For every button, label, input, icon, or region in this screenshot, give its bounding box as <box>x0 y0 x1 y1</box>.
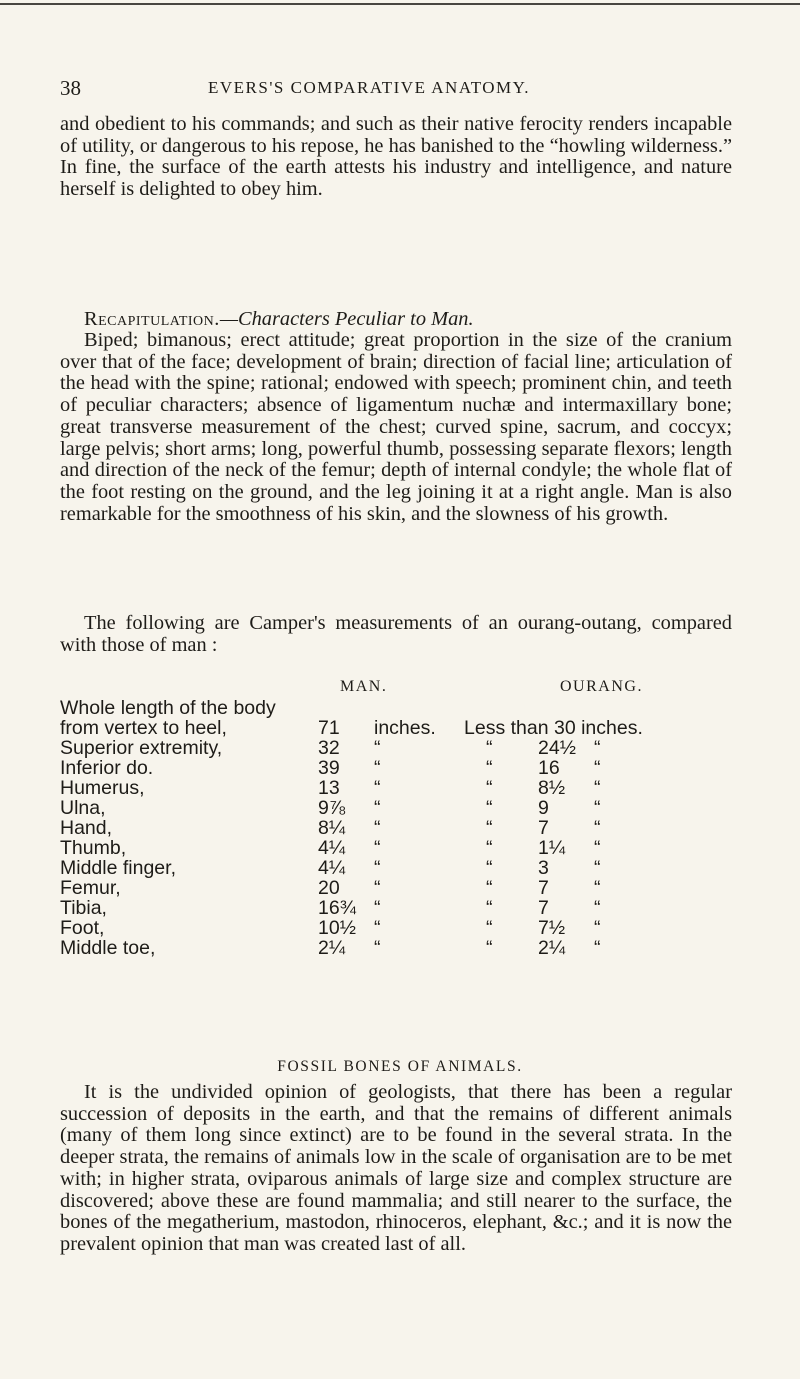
table-row <box>60 918 654 938</box>
row-label: Femur, <box>60 877 121 899</box>
table-row <box>60 738 654 758</box>
ourang-prefix: “ <box>486 917 493 939</box>
ourang-value: 7 <box>538 877 549 899</box>
table-row <box>60 898 654 918</box>
table-row <box>60 818 654 838</box>
man-unit: “ <box>374 757 381 779</box>
ourang-unit: “ <box>594 757 601 779</box>
ourang-unit: “ <box>594 817 601 839</box>
ourang-unit: “ <box>594 897 601 919</box>
page-number: 38 <box>60 76 81 100</box>
man-unit: “ <box>374 737 381 759</box>
fossil-paragraph: It is the undivided opinion of geologists, that there has been a regular succession of deposits in the earth, and that the remains of different animals (many of them long since extinct) are to be found in the several strata. In the deeper strata, the remains of animals low in the scale of organisation are to be met with; in higher strata, oviparous animals of large size and complex structure are discovered; above these are found mammalia; and still nearer to the surface, the bones of the megatherium, mastodon, rhinoceros, elephant, &c.; and it is now the prevalent opinion that man was created last of all. <box>60 1081 732 1255</box>
ourang-prefix: “ <box>486 797 493 819</box>
man-value: 16¾ <box>318 897 356 919</box>
man-value: 9⅞ <box>318 797 346 819</box>
row-label: Thumb, <box>60 837 127 859</box>
man-unit: “ <box>374 797 381 819</box>
man-unit: “ <box>374 857 381 879</box>
man-unit: “ <box>374 877 381 899</box>
ourang-prefix: “ <box>486 937 493 959</box>
ourang-prefix: “ <box>486 737 493 759</box>
row-label-continued: Whole length of the body <box>60 697 276 719</box>
man-value: 4¼ <box>318 857 346 879</box>
row-label: Middle finger, <box>60 857 176 879</box>
ourang-value: 7 <box>538 817 549 839</box>
man-unit: “ <box>374 817 381 839</box>
recap-title: —Characters Peculiar to Man. <box>219 308 474 330</box>
ourang-value: 7 <box>538 897 549 919</box>
fossil-heading: FOSSIL BONES OF ANIMALS. <box>277 1058 523 1075</box>
table-row-header-label <box>60 698 654 718</box>
table-row <box>60 878 654 898</box>
top-rule <box>0 3 800 5</box>
table-row <box>60 858 654 878</box>
row-label: Inferior do. <box>60 757 154 779</box>
intro-paragraph: and obedient to his commands; and such as their native ferocity renders incapable of utility, or dangerous to his repose, he has banished to the “howling wilderness.” In fine, the surface of the earth attests his industry and intelligence, and nature herself is delighted to obey him. <box>60 113 732 201</box>
man-value: 10½ <box>318 917 356 939</box>
man-unit: inches. <box>374 717 436 739</box>
row-label: from vertex to heel, <box>60 717 227 739</box>
ourang-value: 7½ <box>538 917 566 939</box>
camper-intro-paragraph: The following are Camper's measurements of an ourang-outang, compared with those of man : <box>60 612 732 656</box>
ourang-unit: “ <box>594 777 601 799</box>
man-unit: “ <box>374 917 381 939</box>
row-label: Hand, <box>60 817 113 839</box>
ourang-unit: “ <box>594 837 601 859</box>
measurements-table <box>60 698 654 958</box>
running-title: EVERS'S COMPARATIVE ANATOMY. <box>208 78 531 97</box>
man-value: 39 <box>318 757 340 779</box>
ourang-value: 1¼ <box>538 837 566 859</box>
ourang-value: 9 <box>538 797 549 819</box>
row-label: Superior extremity, <box>60 737 223 759</box>
ourang-value: 24½ <box>538 737 576 759</box>
man-unit: “ <box>374 937 381 959</box>
man-value: 71 <box>318 717 340 739</box>
ourang-unit: “ <box>594 917 601 939</box>
ourang-value: 3 <box>538 857 549 879</box>
table-row <box>60 838 654 858</box>
ourang-unit: “ <box>594 877 601 899</box>
man-value: 13 <box>318 777 340 799</box>
recapitulation-heading <box>84 308 474 331</box>
ourang-unit: “ <box>594 857 601 879</box>
row-label: Ulna, <box>60 797 106 819</box>
ourang-prefix: “ <box>486 837 493 859</box>
ourang-prefix: “ <box>486 857 493 879</box>
table-row <box>60 798 654 818</box>
man-value: 4¼ <box>318 837 346 859</box>
man-unit: “ <box>374 837 381 859</box>
ourang-unit: “ <box>594 937 601 959</box>
column-header-ourang: OURANG. <box>560 678 643 695</box>
table-row <box>60 718 654 738</box>
ourang-prefix <box>464 717 643 739</box>
ourang-value: 16 <box>538 757 560 779</box>
page-header <box>60 76 720 102</box>
ourang-unit: “ <box>594 737 601 759</box>
row-label: Foot, <box>60 917 105 939</box>
man-value: 8¼ <box>318 817 346 839</box>
man-unit: “ <box>374 777 381 799</box>
characters-paragraph: Biped; bimanous; erect attitude; great proportion in the size of the cranium over that of the face; development of brain; direction of facial line; articulation of the head with the spine; rational; endowed with speech; prominent chin, and teeth of peculiar characters; absence of ligamentum nuchæ and intermaxillary bone; great transverse measurement of the chest; curved spine, sacrum, and coccyx; large pelvis; short arms; long, powerful thumb, possessing separate flexors; length and direction of the neck of the femur; depth of internal condyle; the whole flat of the foot resting on the ground, and the leg joining it at a right angle. Man is also remarkable for the smoothness of his skin, and the slowness of his growth. <box>60 329 732 525</box>
table-row <box>60 778 654 798</box>
row-label: Tibia, <box>60 897 107 919</box>
ourang-prefix: “ <box>486 757 493 779</box>
man-unit: “ <box>374 897 381 919</box>
row-label: Middle toe, <box>60 937 156 959</box>
ourang-prefix: “ <box>486 817 493 839</box>
ourang-prefix: “ <box>486 777 493 799</box>
ourang-unit: “ <box>594 797 601 819</box>
ourang-value: 2¼ <box>538 937 566 959</box>
recap-label: Recapitulation. <box>84 308 220 330</box>
man-value: 20 <box>318 877 340 899</box>
column-header-man: MAN. <box>340 678 388 695</box>
ourang-value: 8½ <box>538 777 566 799</box>
table-row <box>60 758 654 778</box>
ourang-prefix: “ <box>486 897 493 919</box>
man-value: 2¼ <box>318 937 346 959</box>
table-row <box>60 938 654 958</box>
man-value: 32 <box>318 737 340 759</box>
ourang-prefix: Less than 30 inches. <box>464 717 643 739</box>
row-label: Humerus, <box>60 777 145 799</box>
ourang-prefix: “ <box>486 877 493 899</box>
